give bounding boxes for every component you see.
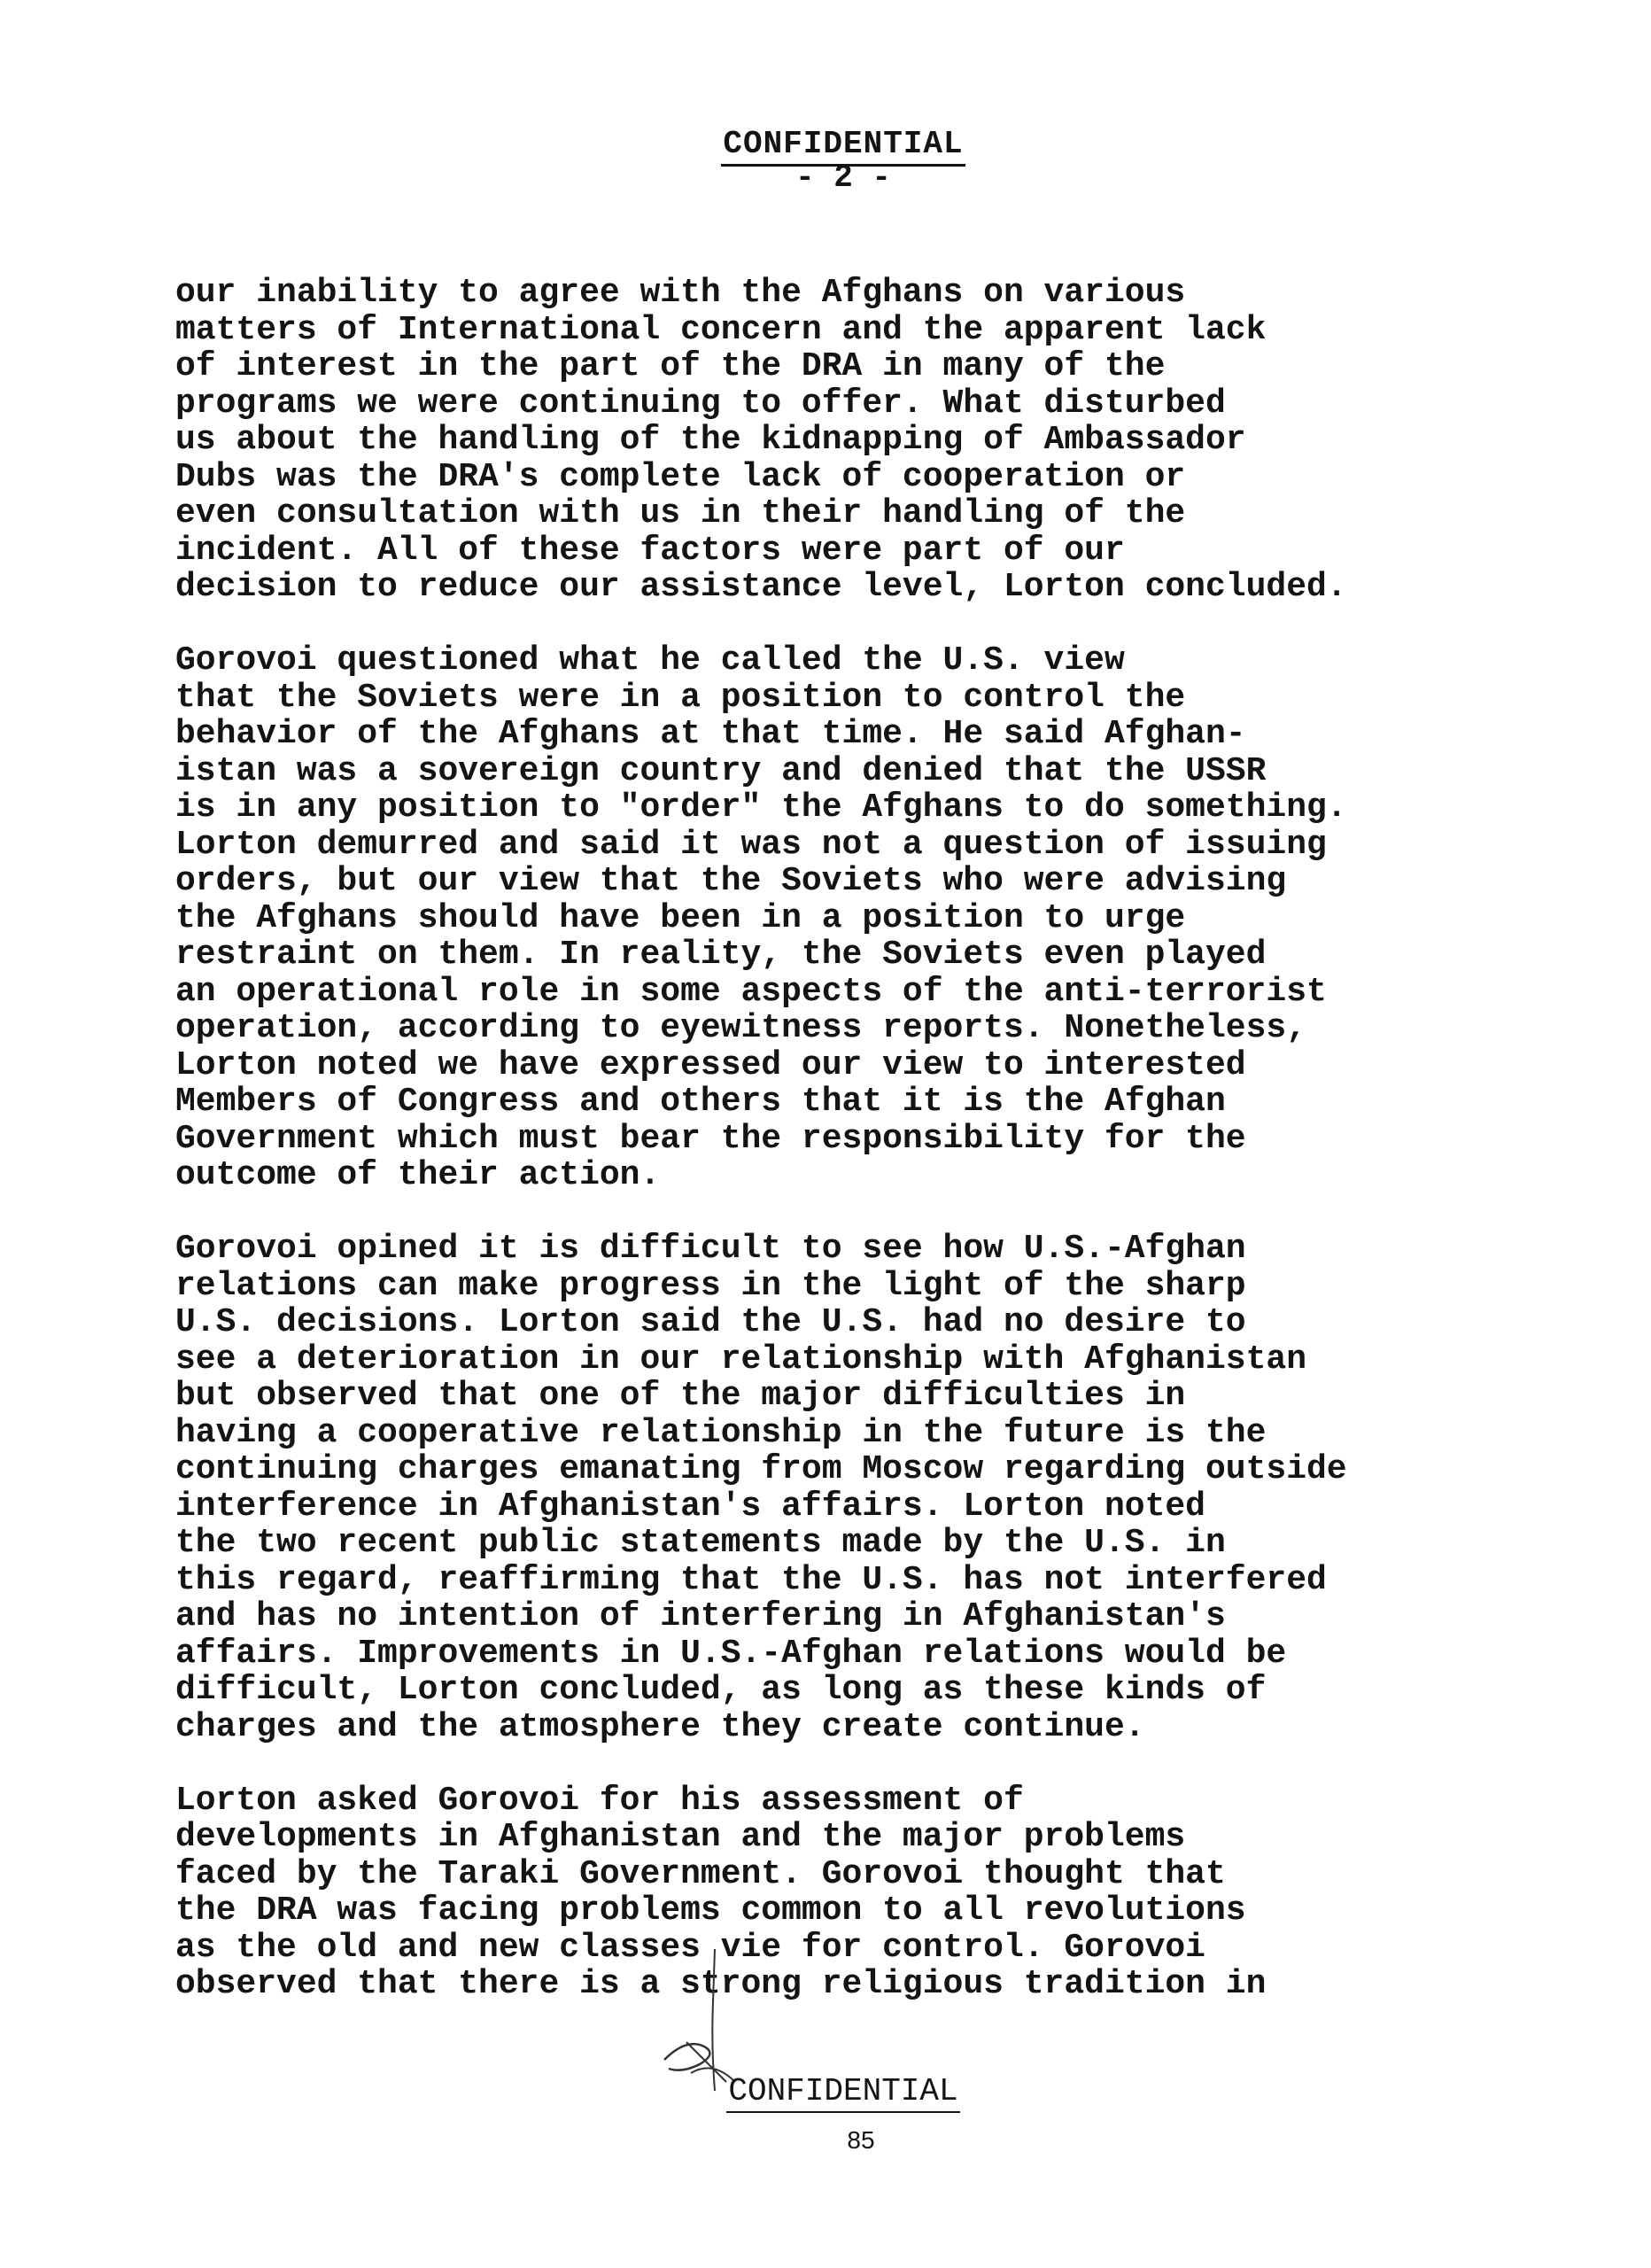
page-footer xyxy=(0,2073,1651,2113)
paragraph-2: Gorovoi questioned what he called the U.S. view that the Soviets were in a position to control the behavior of the Afghans at that time. He said Afghan- istan was a sovereign country and denied that the USSR is in any position to "order" the Afghans to do something. Lorton demurred and said it was not a question of issuing orders, but our view that the Soviets who were advising the Afghans should have been in a position to urge restraint on them. In reality, the Soviets even played an operational role in some aspects of the anti-terrorist operation, according to eyewitness reports. Nonetheless, Lorton noted we have expressed our view to interested Members of Congress and others that it is the Afghan Government which must bear the responsibility for the outcome of their action. xyxy=(175,641,1347,1194)
document-body xyxy=(175,275,1477,2039)
page-header xyxy=(0,126,1651,196)
classification-marking-top: CONFIDENTIAL xyxy=(721,126,965,167)
paragraph-3: Gorovoi opined it is difficult to see how U.S.-Afghan relations can make progress in the light of the sharp U.S. decisions. Lorton said the U.S. had no desire to see a deterioration in our relationship with Afghanistan but observed that one of the major difficulties in having a cooperative relationship in the future is the continuing charges emanating from Moscow regarding outside interference in Afghanistan's affairs. Lorton noted the two recent public statements made by the U.S. in this regard, reaffirming that the U.S. has not interfered and has no intention of interfering in Afghanistan's affairs. Improvements in U.S.-Afghan relations would be difficult, Lorton concluded, as long as these kinds of charges and the atmosphere they create continue. xyxy=(175,1230,1347,1746)
paragraph-1: our inability to agree with the Afghans on various matters of International concern and the apparent lack of interest in the part of the DRA in many of the programs we were continuing to offer. What disturbed us about the handling of the kidnapping of Ambassador Dubs was the DRA's complete lack of cooperation or even consultation with us in their handling of the incident. All of these factors were part of our decision to reduce our assistance level, Lorton concluded. xyxy=(175,274,1347,606)
page-marker: - 2 - xyxy=(794,159,892,196)
paragraph-4: Lorton asked Gorovoi for his assessment of developments in Afghanistan and the major problems faced by the Taraki Government. Gorovoi thought that the DRA was facing problems common to all revolutions as the old and new classes vie for control. Gorovoi observed that there is a strong religious tradition in xyxy=(175,1781,1267,2003)
folio-number: 85 xyxy=(847,2126,875,2154)
classification-marking-bottom: CONFIDENTIAL xyxy=(726,2073,959,2113)
